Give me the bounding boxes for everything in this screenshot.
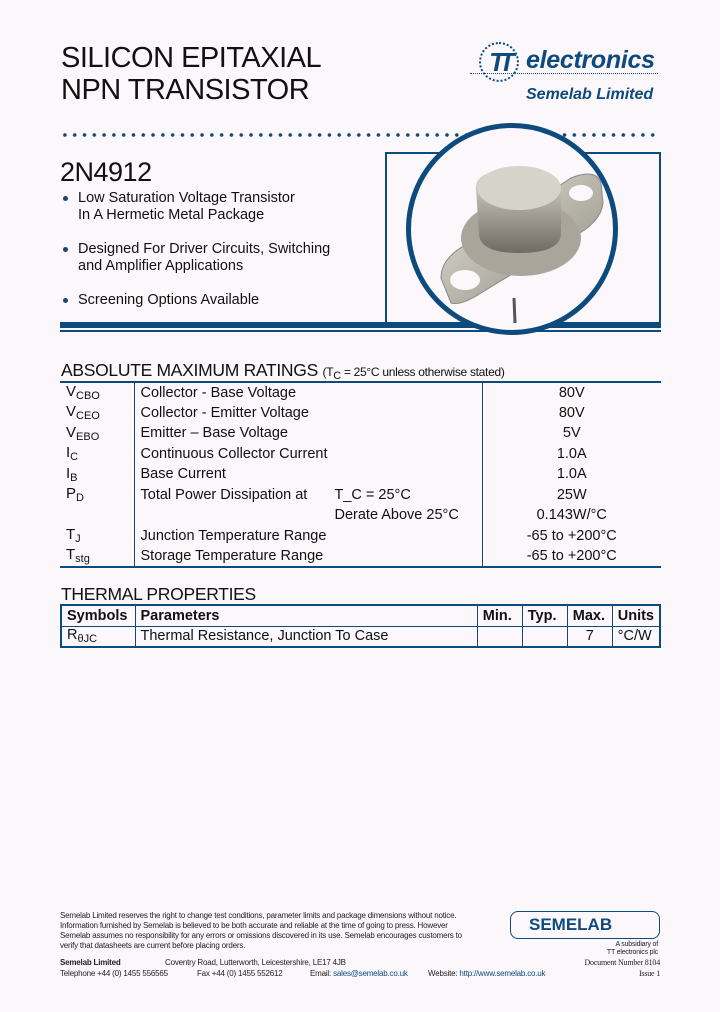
note-sub: C (333, 370, 341, 382)
typ-cell (522, 626, 567, 647)
table-row (60, 423, 661, 444)
parameter: Collector - Base Voltage (140, 384, 297, 401)
symbol: V (66, 403, 77, 421)
table-row (60, 444, 661, 465)
header-parameters: Parameters (135, 605, 477, 626)
feature-text: Screening Options Available (78, 292, 260, 308)
symbol-cell (60, 403, 134, 424)
feature-item (62, 241, 330, 275)
amr-title: ABSOLUTE MAXIMUM RATINGS (61, 360, 318, 380)
disclaimer-line: Semelab assumes no responsibility for any errors or omissions discovered in its use. Semelab encourages customers to (60, 931, 462, 940)
divider-line (60, 330, 661, 332)
website-link[interactable]: http://www.semelab.co.uk (459, 969, 546, 978)
condition: T_C = 25°C (334, 486, 411, 503)
absolute-maximum-ratings-table (60, 381, 661, 568)
parameter: Storage Temperature Range (140, 547, 324, 564)
parameter-cell (134, 526, 482, 547)
table-row (60, 403, 661, 424)
dotted-divider (60, 133, 660, 137)
table-row (60, 505, 661, 526)
parameter: Base Current (140, 466, 226, 483)
symbol-cell (60, 464, 134, 485)
disclaimer-line: verify that datasheets are current before placing orders. (60, 941, 246, 950)
max-cell: 7 (567, 626, 612, 647)
symbol-cell (60, 546, 134, 567)
disclaimer (60, 911, 462, 951)
document-title (61, 42, 321, 106)
symbol-cell (60, 505, 134, 526)
value-cell: 1.0A (556, 445, 587, 462)
note-text: (T (322, 365, 334, 379)
feature-item (62, 190, 330, 224)
table-row (60, 526, 661, 547)
website-label: Website: (428, 969, 458, 978)
thermal-properties-table (60, 604, 661, 648)
table-row (61, 626, 660, 647)
note-text: = 25°C unless otherwise stated) (340, 365, 505, 379)
disclaimer-line: Information furnished by Semelab is believed to be both accurate and reliable at the time of going to press. However (60, 921, 448, 930)
symbol: P (66, 485, 77, 503)
condition: Derate Above 25°C (334, 507, 459, 523)
symbol: I (66, 444, 71, 462)
footer-company: Semelab Limited (60, 958, 121, 967)
table-row (60, 382, 661, 403)
parameter-cell (134, 485, 482, 506)
parameter: Emitter – Base Voltage (140, 425, 288, 442)
value-cell: 0.143W/°C (536, 507, 607, 524)
symbol-cell (60, 423, 134, 444)
value-cell: 1.0A (556, 466, 587, 483)
header-max: Max. (567, 605, 612, 626)
symbol-sub: B (70, 471, 78, 484)
symbol-sub: C (70, 451, 79, 464)
title-line-1: SILICON EPITAXIAL (61, 42, 322, 74)
value-cell: -65 to +200°C (526, 547, 617, 564)
issue-number: Issue 1 (638, 969, 660, 978)
symbol: R (67, 627, 78, 644)
symbol-sub: EBO (76, 430, 100, 443)
symbol-sub: θJC (77, 633, 98, 646)
transistor-image (406, 123, 618, 335)
parameter: Total Power Dissipation at (140, 486, 308, 503)
subsidiary-line: TT electronics plc (606, 949, 658, 956)
symbol-sub: CBO (76, 390, 100, 403)
parameter: Continuous Collector Current (140, 445, 328, 462)
feature-text: Low Saturation Voltage Transistor (78, 190, 295, 206)
symbol: V (66, 423, 77, 441)
parameter-cell (134, 444, 482, 465)
parameter-cell (134, 423, 482, 444)
header-min: Min. (477, 605, 522, 626)
symbol-cell (60, 382, 134, 403)
symbol-sub: D (76, 492, 84, 505)
parameter-cell (134, 464, 482, 485)
header-symbols: Symbols (61, 605, 135, 626)
feature-text: In A Hermetic Metal Package (78, 207, 265, 223)
parameter: Junction Temperature Range (140, 527, 327, 544)
parameter-cell (134, 382, 482, 403)
min-cell (477, 626, 522, 647)
subsidiary-line: A subsidiary of (615, 941, 658, 948)
symbol: I (66, 464, 71, 482)
amr-note (322, 365, 505, 382)
symbol-sub: J (75, 533, 81, 546)
symbol-sub: stg (75, 553, 90, 566)
value-cell: 25W (556, 486, 587, 503)
symbol-cell (60, 526, 134, 547)
symbol: V (66, 383, 77, 401)
value-cell: 80V (558, 404, 585, 421)
email-link[interactable]: sales@semelab.co.uk (333, 969, 408, 978)
footer-address: Coventry Road, Lutterworth, Leicestershire, LE17 4JB (165, 958, 346, 967)
email-label: Email: (310, 969, 332, 978)
parameter-cell (134, 505, 482, 526)
disclaimer-line: Semelab Limited reserves the right to change test conditions, parameter limits and package dimensions without notice. (60, 911, 457, 920)
subsidiary-note (560, 941, 658, 957)
header-typ: Typ. (522, 605, 567, 626)
table-header-row (61, 605, 660, 626)
amr-heading (61, 360, 505, 382)
symbol-sub: CEO (76, 410, 100, 423)
logo-text: electronics (526, 46, 655, 74)
semelab-logo-text: SEMELAB (529, 915, 613, 934)
symbol-cell (60, 485, 134, 506)
parameter: Collector - Emitter Voltage (140, 404, 309, 421)
units-cell: °C/W (612, 626, 660, 647)
header-units: Units (612, 605, 660, 626)
table-row (60, 485, 661, 506)
thermal-heading: THERMAL PROPERTIES (61, 584, 256, 604)
feature-list (62, 190, 330, 326)
symbol-cell (60, 444, 134, 465)
document-number: Document Number 8104 (584, 958, 660, 967)
footer-telephone: Telephone +44 (0) 1455 556565 (60, 969, 168, 978)
table-row (60, 464, 661, 485)
parameter-cell (134, 403, 482, 424)
feature-text: and Amplifier Applications (78, 258, 244, 274)
feature-text: Designed For Driver Circuits, Switching (78, 241, 331, 257)
value-cell: -65 to +200°C (526, 527, 617, 544)
value-cell: 5V (562, 425, 581, 442)
symbol-cell (61, 626, 135, 647)
tt-logo-icon: TT (479, 42, 519, 82)
semelab-logo (510, 911, 660, 939)
symbol: T (66, 526, 76, 544)
table-row (60, 546, 661, 567)
parameter-cell: Thermal Resistance, Junction To Case (135, 626, 477, 647)
title-line-2: NPN TRANSISTOR (61, 74, 310, 106)
feature-item (62, 292, 330, 309)
logo-subtitle: Semelab Limited (526, 86, 654, 103)
part-number: 2N4912 (60, 157, 152, 187)
footer-fax: Fax +44 (0) 1455 552612 (197, 969, 283, 978)
parameter-cell (134, 546, 482, 567)
value-cell: 80V (558, 384, 585, 401)
symbol: T (66, 546, 76, 564)
